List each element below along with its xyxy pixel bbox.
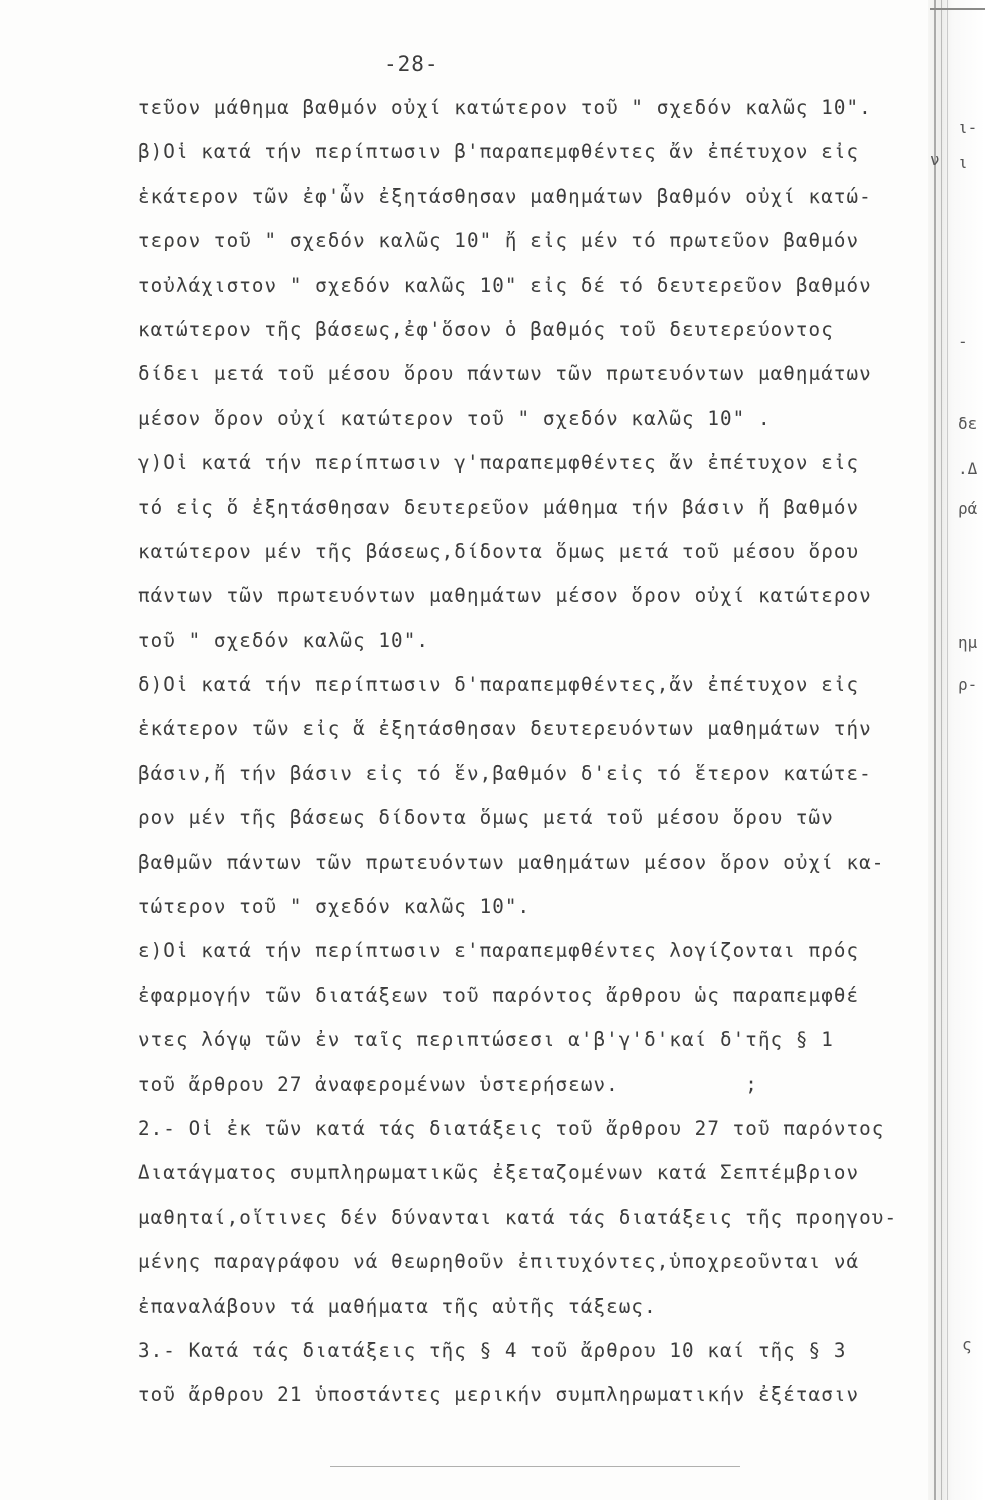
binding-line <box>941 0 942 1500</box>
margin-fragment: ρ- <box>958 675 978 694</box>
text-line: Διατάγματος συμπληρωματικῶς ἐξεταζομένων κατά Σεπτέμβριον <box>138 1161 860 1185</box>
text-line: τοῦ ἄρθρου 27 ἀναφερομένων ὑστερήσεων. ; <box>138 1072 758 1096</box>
margin-fragment: .Δ <box>958 459 978 478</box>
text-line: μένης παραγράφου νά θεωρηθοῦν ἐπιτυχόντες,ὑποχρεοῦνται νά <box>138 1250 860 1274</box>
text-line: τεῦον μάθημα βαθμόν οὐχί κατώτερον τοῦ " σχεδόν καλῶς 10". <box>138 96 872 119</box>
text-line: ντες λόγῳ τῶν ἐν ταῖς περιπτώσεσι α'β'γ'δ'καί δ'τῆς § 1 <box>138 1028 834 1052</box>
text-line: μαθηταί,οἵτινες δέν δύνανται κατά τάς διατάξεις τῆς προηγου- <box>138 1205 898 1229</box>
margin-fragment: ρά <box>958 499 978 518</box>
margin-fragment: ν <box>930 150 940 169</box>
body-text <box>138 86 918 1418</box>
text-line: ἑκάτερον τῶν εἰς ἅ ἐξητάσθησαν δευτερευόντων μαθημάτων τήν <box>138 717 872 741</box>
text-line: βάσιν,ἤ τήν βάσιν εἰς τό ἕν,βαθμόν δ'εἰς τό ἕτερον κατώτε- <box>138 761 872 785</box>
text-line: β)Οἱ κατά τήν περίπτωσιν β'παραπεμφθέντες ἄν ἐπέτυχον εἰς <box>138 140 860 164</box>
text-line: τοῦ " σχεδόν καλῶς 10". <box>138 628 429 652</box>
page-number: -28- <box>384 52 439 76</box>
text-line: 2.- Οἱ ἐκ τῶν κατά τάς διατάξεις τοῦ ἄρθρου 27 τοῦ παρόντος <box>138 1116 885 1140</box>
text-line: κατώτερον τῆς βάσεως,ἐφ'ὅσον ὁ βαθμός τοῦ δευτερεύοντος <box>138 317 834 341</box>
text-line: ἐπαναλάβουν τά μαθήματα τῆς αὐτῆς τάξεως. <box>138 1294 657 1318</box>
text-line: ἑκάτερον τῶν ἐφ'ὧν ἐξητάσθησαν μαθημάτων βαθμόν οὐχί κατώ- <box>138 184 872 208</box>
footer-rule <box>330 1466 740 1467</box>
margin-fragment: ς <box>962 1335 972 1354</box>
text-line: 3.- Κατά τάς διατάξεις τῆς § 4 τοῦ ἄρθρου 10 καί τῆς § 3 <box>138 1338 847 1362</box>
binding-line <box>934 0 936 1500</box>
text-line: τοῦ ἄρθρου 21 ὑποστάντες μερικήν συμπληρωματικήν ἐξέτασιν <box>138 1383 860 1407</box>
text-line: κατώτερον μέν τῆς βάσεως,δίδοντα ὅμως μετά τοῦ μέσου ὅρου <box>138 539 860 563</box>
text-line: τό εἰς ὅ ἐξητάσθησαν δευτερεῦον μάθημα τήν βάσιν ἤ βαθμόν <box>138 495 860 519</box>
text-line: ε)Οἱ κατά τήν περίπτωσιν ε'παραπεμφθέντες λογίζονται πρός <box>138 939 860 963</box>
margin-fragment: ι <box>958 153 968 172</box>
margin-fragment: ι- <box>958 118 978 137</box>
text-line: πάντων τῶν πρωτευόντων μαθημάτων μέσον ὅρον οὐχί κατώτερον <box>138 584 872 608</box>
text-line: τοὐλάχιστον " σχεδόν καλῶς 10" εἰς δέ τό δευτερεῦον βαθμόν <box>138 273 872 297</box>
text-line: βαθμῶν πάντων τῶν πρωτευόντων μαθημάτων μέσον ὅρον οὐχί κα- <box>138 850 885 874</box>
text-line: τώτερον τοῦ " σχεδόν καλῶς 10". <box>138 895 531 919</box>
text-line: τερον τοῦ " σχεδόν καλῶς 10" ἤ εἰς μέν τό πρωτεῦον βαθμόν <box>138 229 860 253</box>
binding-line <box>947 0 948 1500</box>
binding-edge <box>928 0 985 1500</box>
text-line: δ)Οἱ κατά τήν περίπτωσιν δ'παραπεμφθέντες,ἄν ἐπέτυχον εἰς <box>138 673 860 697</box>
text-line: ἐφαρμογήν τῶν διατάξεων τοῦ παρόντος ἄρθρου ὡς παραπεμφθέ <box>138 983 860 1007</box>
margin-fragment: δε <box>958 414 978 433</box>
margin-fragment: ημ <box>958 633 978 652</box>
margin-fragment: - <box>958 332 968 351</box>
text-line: μέσον ὅρον οὐχί κατώτερον τοῦ " σχεδόν καλῶς 10" . <box>138 406 771 430</box>
text-line: γ)Οἱ κατά τήν περίπτωσιν γ'παραπεμφθέντες ἄν ἐπέτυχον εἰς <box>138 451 860 475</box>
text-line: ρον μέν τῆς βάσεως δίδοντα ὅμως μετά τοῦ μέσου ὅρου τῶν <box>138 806 834 830</box>
edge-rule <box>930 8 985 10</box>
text-line: δίδει μετά τοῦ μέσου ὅρου πάντων τῶν πρωτευόντων μαθημάτων <box>138 362 872 386</box>
